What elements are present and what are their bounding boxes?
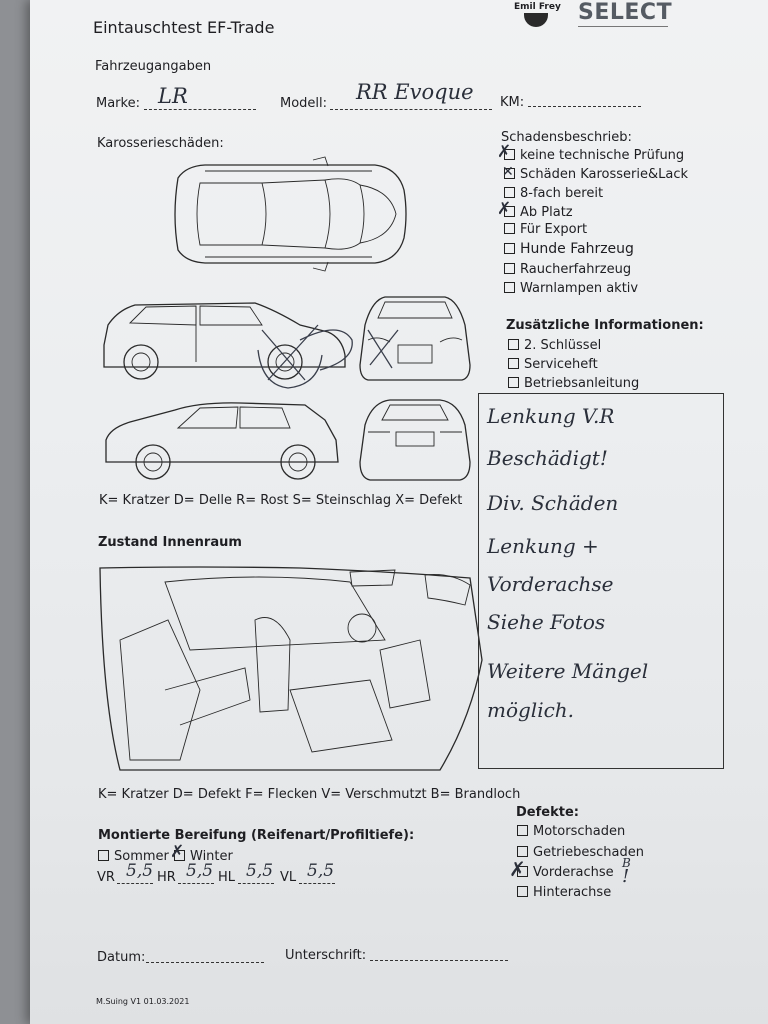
tire-vl-value: 5,5	[307, 861, 335, 881]
defect-annotation: B	[622, 856, 631, 870]
tire-hl-line	[238, 883, 274, 884]
tire-vl-line	[299, 883, 335, 884]
defects-title: Defekte:	[516, 805, 579, 820]
checkbox[interactable]	[504, 223, 515, 234]
check-label: Getriebeschaden	[533, 845, 644, 860]
signature-field[interactable]	[370, 960, 508, 961]
note-line: Vorderachse	[487, 572, 614, 596]
check-mark-icon: ✕	[502, 164, 514, 180]
emil-frey-logo-label: Emil Frey	[514, 2, 561, 12]
km-line	[528, 106, 641, 107]
signature-label: Unterschrift:	[285, 948, 367, 963]
check-label: Hunde Fahrzeug	[520, 241, 634, 257]
tire-hl-value: 5,5	[246, 861, 274, 881]
brand-value: LR	[158, 84, 188, 108]
tire-vl-label: VL	[280, 870, 297, 885]
tire-vr-line	[117, 883, 153, 884]
checkbox[interactable]	[504, 263, 515, 274]
check-label: Raucherfahrzeug	[520, 262, 632, 277]
check-mark-icon: ✗	[509, 857, 526, 881]
checkbox[interactable]	[504, 187, 515, 198]
checkbox[interactable]	[508, 377, 519, 388]
body-damage-legend: K= Kratzer D= Delle R= Rost S= Steinschlag X= Defekt	[99, 493, 463, 508]
additional-info-title: Zusätzliche Informationen:	[506, 318, 704, 333]
check-engine-damage[interactable]	[517, 824, 625, 840]
check-no-technical-test[interactable]	[504, 148, 684, 164]
model-value: RR Evoque	[356, 80, 474, 104]
check-8-fold-ready[interactable]	[504, 186, 603, 202]
model-label: Modell:	[280, 96, 328, 111]
check-label: Sommer	[114, 849, 169, 864]
check-label: Für Export	[520, 222, 588, 237]
tire-vr-label: VR	[97, 870, 115, 885]
tire-hr-label: HR	[157, 870, 176, 885]
check-mark-icon: ✗	[170, 842, 185, 862]
check-as-is[interactable]	[504, 205, 573, 221]
brand-label: Marke:	[96, 96, 140, 111]
check-manual[interactable]	[508, 376, 639, 392]
checkbox[interactable]	[508, 339, 519, 350]
check-service-book[interactable]	[508, 357, 598, 373]
check-label: 8-fach bereit	[520, 186, 604, 201]
check-label: Serviceheft	[524, 357, 598, 372]
check-second-key[interactable]	[508, 338, 601, 354]
select-logo: SELECT	[578, 0, 673, 25]
tire-hr-line	[178, 883, 214, 884]
check-warning-lamps[interactable]	[504, 281, 638, 297]
check-label: Hinterachse	[533, 885, 612, 900]
date-label: Datum:	[97, 950, 146, 965]
check-label: Betriebsanleitung	[524, 376, 640, 391]
note-line: Weitere Mängel	[487, 659, 649, 683]
check-mark-icon: ✗	[497, 142, 512, 162]
check-label: Winter	[190, 849, 233, 864]
interior-title: Zustand Innenraum	[98, 535, 242, 550]
check-body-paint-damage[interactable]	[504, 167, 688, 183]
vehicle-section-title: Fahrzeugangaben	[95, 59, 212, 74]
checkbox[interactable]	[517, 886, 528, 897]
body-damage-title: Karosserieschäden:	[97, 136, 224, 151]
note-line: möglich.	[487, 698, 575, 722]
checkbox[interactable]	[517, 825, 528, 836]
tire-vr-value: 5,5	[126, 861, 154, 881]
check-smoker-vehicle[interactable]	[504, 262, 631, 278]
check-label: Ab Platz	[520, 205, 573, 220]
emil-frey-logo	[512, 0, 562, 30]
check-label: Motorschaden	[533, 824, 626, 839]
checkbox[interactable]	[504, 282, 515, 293]
note-line: Lenkung V.R	[487, 404, 615, 428]
tire-hr-value: 5,5	[186, 861, 214, 881]
check-label: 2. Schlüssel	[524, 338, 602, 353]
checkbox[interactable]	[504, 243, 515, 254]
tires-title: Montierte Bereifung (Reifenart/Profiltiefe):	[98, 828, 415, 843]
note-line: Div. Schäden	[487, 491, 619, 515]
km-label: KM:	[500, 95, 525, 110]
check-dog-vehicle[interactable]	[504, 241, 634, 257]
check-export[interactable]	[504, 222, 587, 238]
defect-exclamation: !	[622, 866, 630, 887]
note-line: Lenkung +	[487, 534, 599, 558]
check-label: Vorderachse	[533, 865, 614, 880]
notes-box[interactable]	[478, 393, 724, 769]
tire-hl-label: HL	[218, 870, 236, 885]
checkbox[interactable]	[517, 846, 528, 857]
note-line: Siehe Fotos	[487, 610, 606, 634]
check-rear-axle[interactable]	[517, 885, 611, 901]
check-label: Schäden Karosserie&Lack	[520, 167, 689, 182]
version-footer: M.Suing V1 01.03.2021	[96, 997, 190, 1006]
note-line: Beschädigt!	[487, 446, 608, 470]
brand-line	[144, 109, 256, 110]
damage-description-title: Schadensbeschrieb:	[501, 130, 632, 145]
check-mark-icon: ✗	[497, 199, 512, 219]
emil-frey-logo-mark	[524, 13, 548, 27]
check-front-axle[interactable]	[517, 865, 614, 881]
date-field[interactable]	[146, 962, 264, 963]
check-label: keine technische Prüfung	[520, 148, 685, 163]
page-title: Eintauschtest EF-Trade	[93, 18, 275, 37]
select-logo-underline	[578, 26, 668, 27]
checkbox[interactable]	[98, 850, 109, 861]
check-label: Warnlampen aktiv	[520, 281, 639, 296]
interior-legend: K= Kratzer D= Defekt F= Flecken V= Verschmutzt B= Brandloch	[98, 787, 521, 802]
checkbox[interactable]	[508, 358, 519, 369]
model-line	[330, 109, 492, 110]
